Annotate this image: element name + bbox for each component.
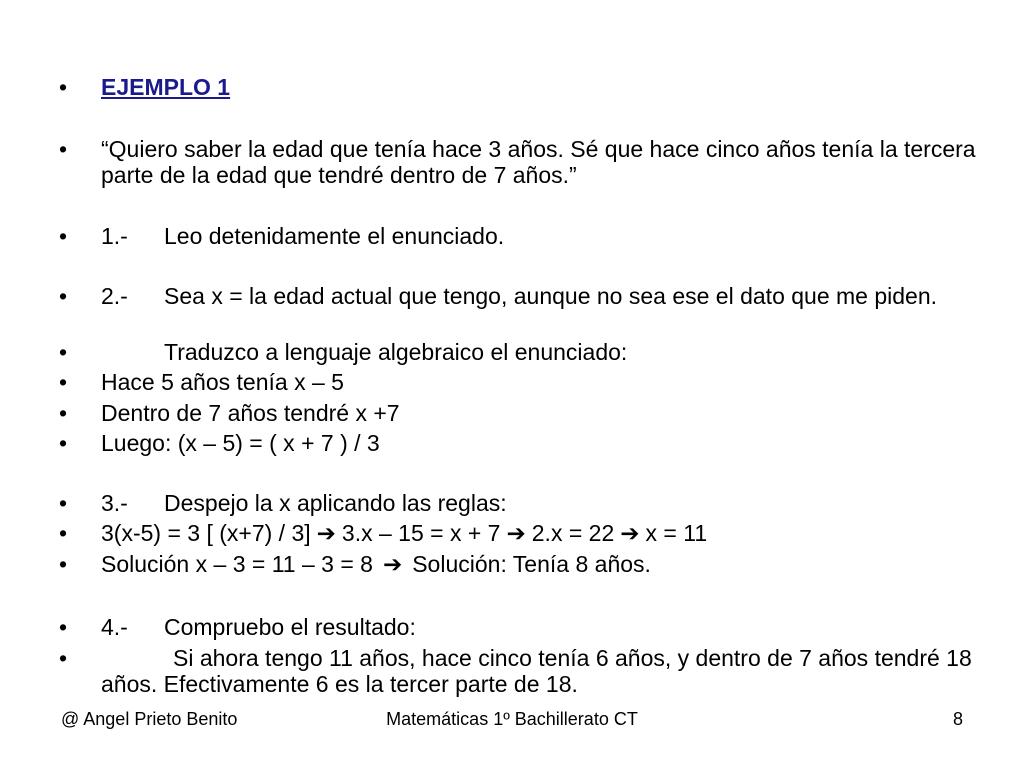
bullet-dot: • <box>59 339 68 365</box>
check-text: Si ahora tengo 11 años, hace cinco tenía 6 años, y dentro de 7 años tendré 18 años. Efectivamente 6 es la tercer parte de 18. <box>101 645 972 697</box>
bullet-dot: • <box>59 283 68 309</box>
solution-line <box>101 551 981 577</box>
footer-course: Matemáticas 1º Bachillerato CT <box>386 709 638 729</box>
footer-author: @ Angel Prieto Benito <box>61 709 238 729</box>
step1-number: 1.- <box>101 223 128 249</box>
luego-line: Luego: (x – 5) = ( x + 7 ) / 3 <box>101 430 380 456</box>
arrow-right-icon: ➔ <box>506 520 526 546</box>
step4-line <box>101 614 981 640</box>
bullet-dot: • <box>59 400 68 426</box>
bullet-dot: • <box>59 614 68 640</box>
equation-line <box>101 520 981 546</box>
solution-part-1: Solución x – 3 = 11 – 3 = 8 <box>101 551 373 577</box>
step1-line <box>101 223 981 249</box>
bullet-dot: • <box>59 136 68 162</box>
translate-text: Traduzco a lenguaje algebraico el enunciado: <box>164 339 628 365</box>
equation-part-3: 2.x = 22 <box>531 520 615 546</box>
step1-text: Leo detenidamente el enunciado. <box>164 223 505 249</box>
equation-part-2: 3.x – 15 = x + 7 <box>341 520 501 546</box>
bullet-dot: • <box>59 369 68 395</box>
hace-line: Hace 5 años tenía x – 5 <box>101 369 344 395</box>
bullet-dot: • <box>59 490 68 516</box>
step2-text: Sea x = la edad actual que tengo, aunque no sea ese el dato que me piden. <box>164 283 938 309</box>
arrow-right-icon: ➔ <box>620 520 640 546</box>
bullet-dot: • <box>59 74 68 100</box>
bullet-dot: • <box>59 223 68 249</box>
equation-part-4: x = 11 <box>645 520 708 546</box>
example-heading: EJEMPLO 1 <box>101 74 231 100</box>
problem-statement: “Quiero saber la edad que tenía hace 3 años. Sé que hace cinco años tenía la tercera parte de la edad que tendré dentro de 7 años.” <box>101 136 976 188</box>
step3-text: Despejo la x aplicando las reglas: <box>164 490 507 516</box>
step3-line <box>101 490 981 516</box>
step4-text: Compruebo el resultado: <box>164 614 416 640</box>
footer-page-number: 8 <box>952 709 963 729</box>
arrow-right-icon: ➔ <box>316 520 336 546</box>
slide-footer <box>0 708 1024 732</box>
bullet-dot: • <box>59 430 68 456</box>
step3-number: 3.- <box>101 490 128 516</box>
translate-line <box>101 339 981 365</box>
bullet-dot: • <box>59 520 68 546</box>
bullet-dot: • <box>59 551 68 577</box>
solution-part-2: Solución: Tenía 8 años. <box>412 551 651 577</box>
step4-number: 4.- <box>101 614 128 640</box>
dentro-line: Dentro de 7 años tendré x +7 <box>101 400 400 426</box>
step2-number: 2.- <box>101 283 128 309</box>
equation-part-1: 3(x-5) = 3 [ (x+7) / 3] <box>101 520 311 546</box>
arrow-right-icon: ➔ <box>382 551 403 577</box>
bullet-dot: • <box>59 645 68 671</box>
step2-line <box>101 283 981 309</box>
